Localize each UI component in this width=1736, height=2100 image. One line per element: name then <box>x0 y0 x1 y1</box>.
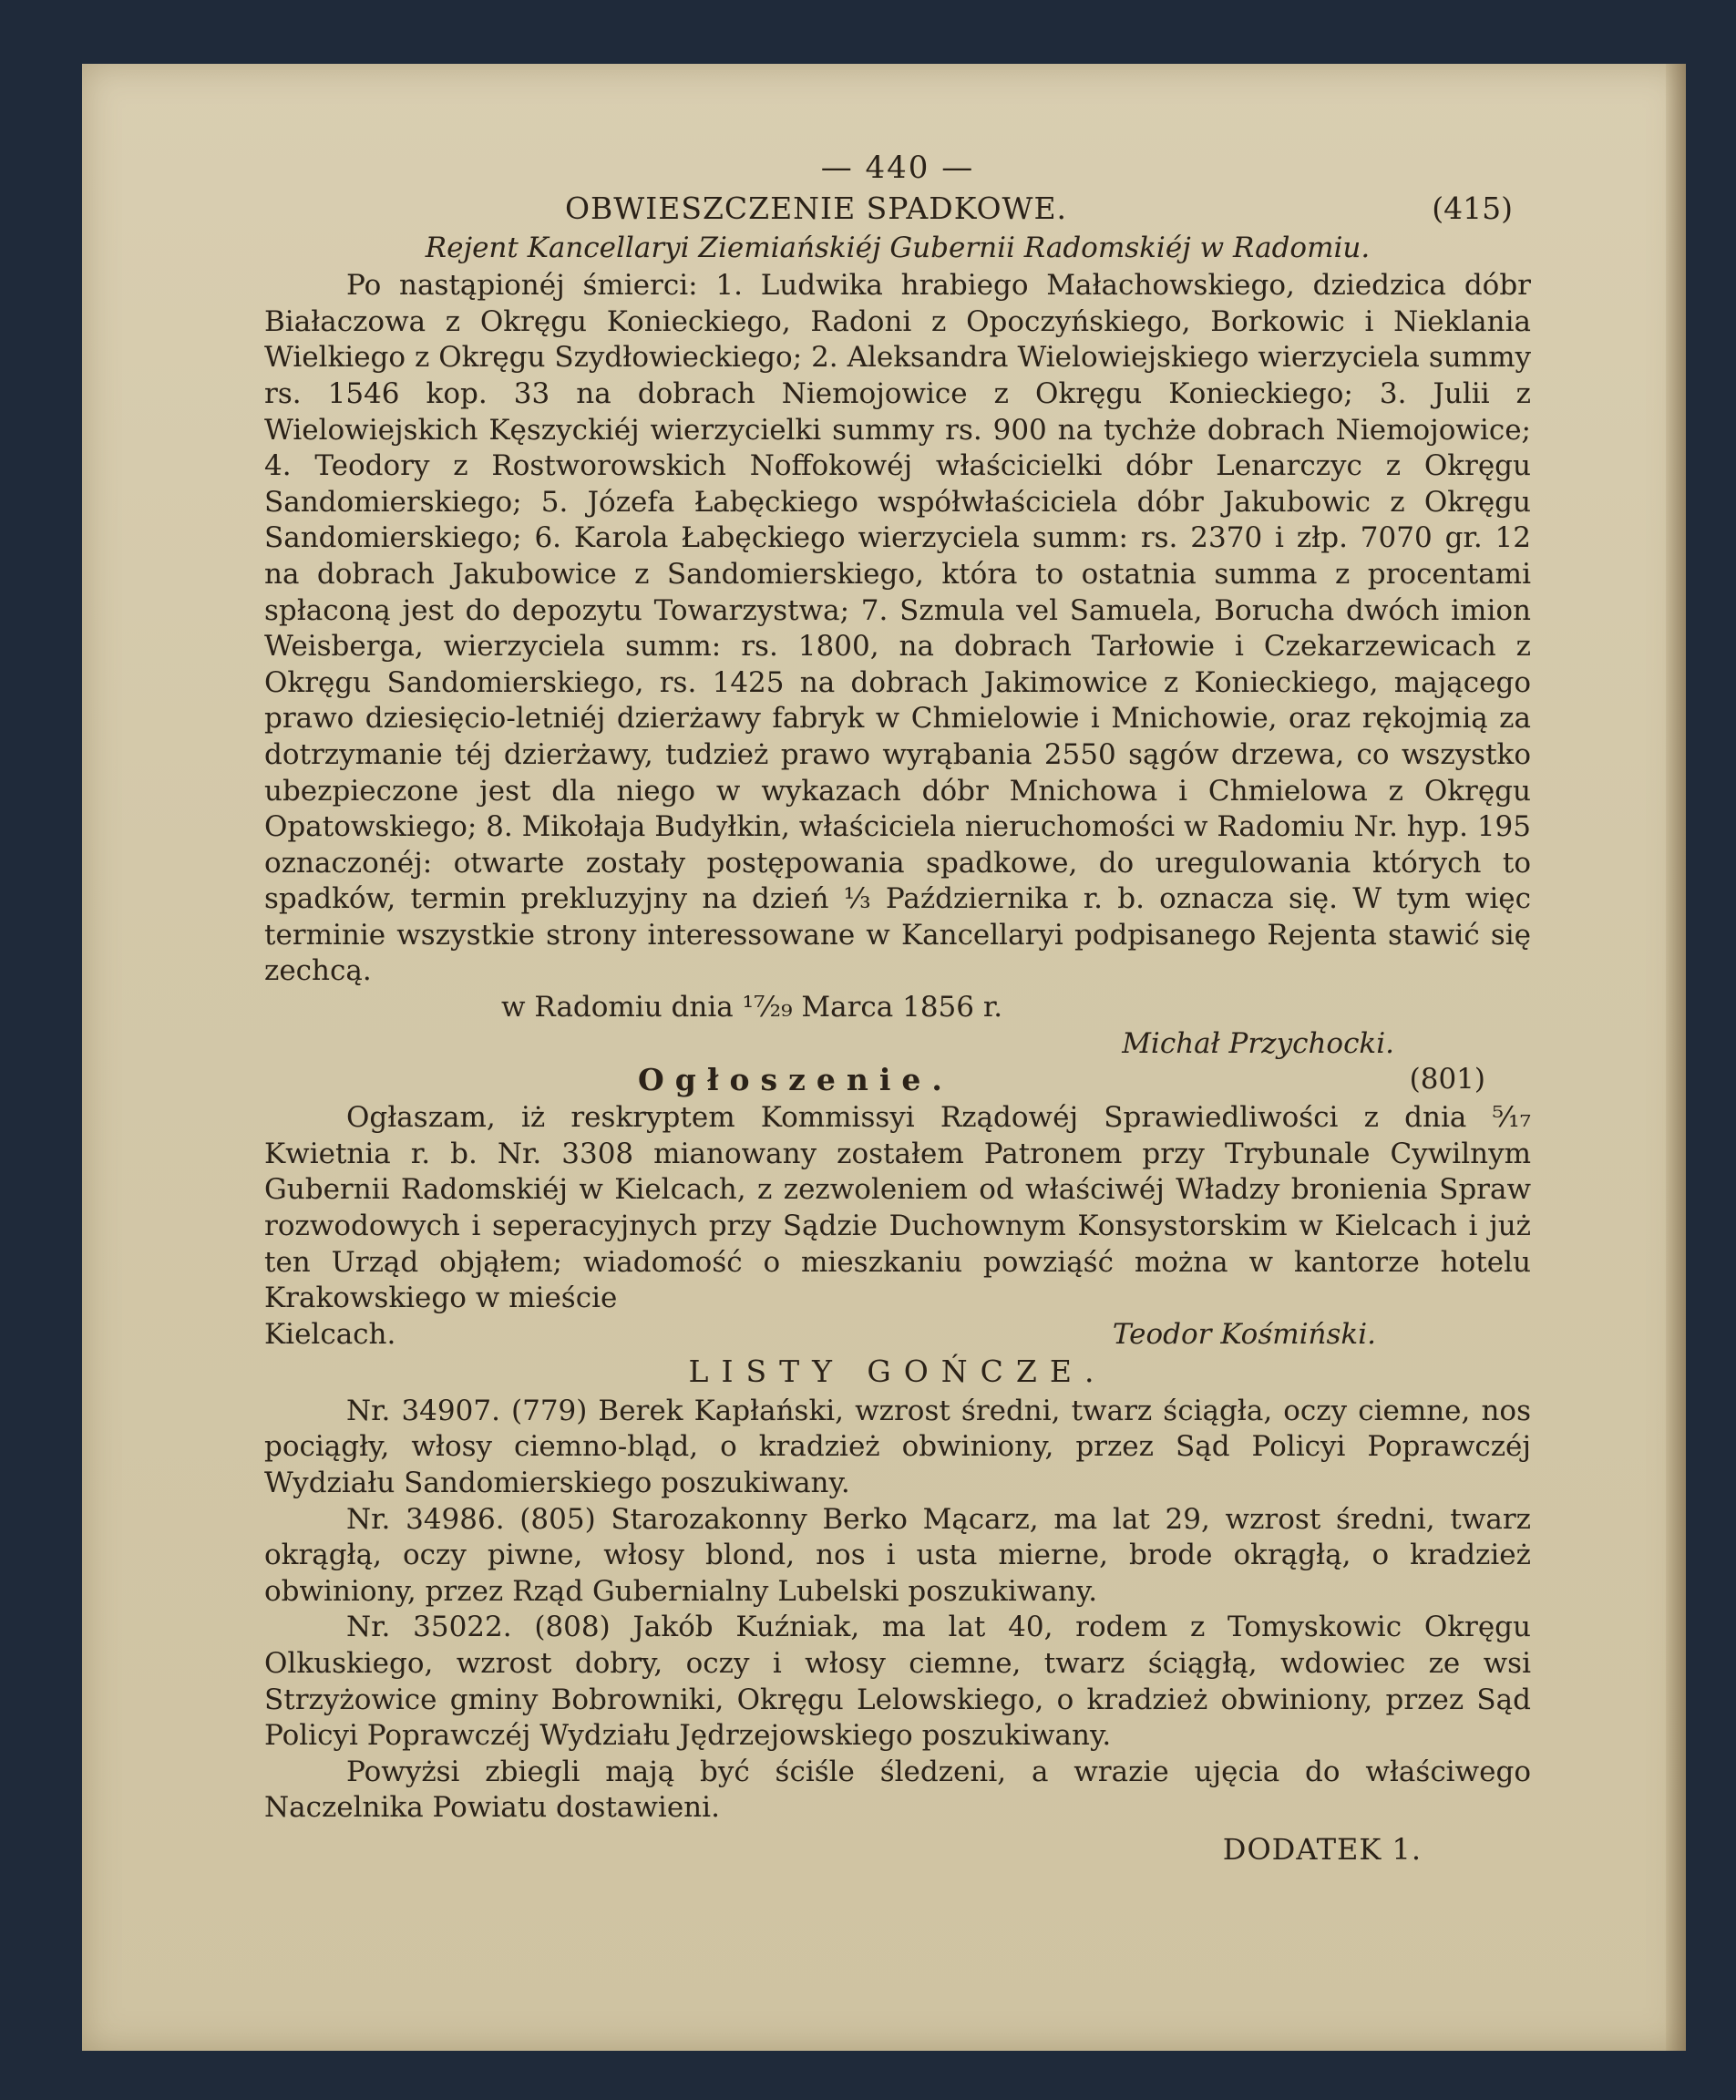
wanted-entry: Nr. 34986. (805) Starozakonny Berko Mącarz, ma lat 29, wzrost średni, twarz okrągłą, oczy piwne, włosy blond, nos i usta mierne, brode okrągłą, o kradzież obwiniony, przez Rząd Gubernialny Lubelski poszukiwany. <box>264 1502 1531 1608</box>
page-number: — 440 — <box>820 149 975 186</box>
announcement-signature: Teodor Kośmiński. <box>1112 1317 1376 1351</box>
announcement-body: Ogłaszam, iż reskryptem Kommissyi Rządowéj Sprawiedliwości z dnia ⁵⁄₁₇ Kwietnia r. b. Nr. 3308 mianowany zostałem Patronem przy Trybunale Cywilnym Gubernii Radomskiéj w Kielcach, z zezwoleniem od właściwéj Władzy bronienia Spraw rozwodowych i seperacyjnych przy Sądzie Duchownym Konsystorskim w Kielcach i już ten Urząd objąłem; wiadomość o mieszkaniu powziąść można w kantorze hotelu Krakowskiego w mieście <box>264 1101 1531 1315</box>
section-heading: OBWIESZCZENIE SPADKOWE. <box>565 190 1068 226</box>
dateline: w Radomiu dnia ¹⁷⁄₂₉ Marca 1856 r. <box>501 991 1003 1024</box>
page-content <box>264 150 1531 1868</box>
wanted-closing: Powyżsi zbiegli mają być ściśle śledzeni, a wrazie ujęcia do właściwego Naczelnika Powiatu dostawieni. <box>264 1755 1531 1825</box>
section-subheading: Rejent Kancellaryi Ziemiańskiéj Gubernii Radomskiéj w Radomiu. <box>425 231 1371 264</box>
wanted-entry: Nr. 35022. (808) Jakób Kuźniak, ma lat 40, rodem z Tomyskowic Okręgu Olkuskiego, wzrost dobry, oczy i włosy ciemne, twarz ściągłą, wdowiec ze wsi Strzyżowice gminy Bobrowniki, Okręgu Lelowskiego, o kradzież obwiniony, przez Sąd Policyi Poprawczéj Wydziału Jędrzejowskiego poszukiwany. <box>264 1611 1531 1753</box>
wanted-entry: Nr. 34907. (779) Berek Kapłański, wzrost średni, twarz ściągła, oczy ciemne, nos pociągły, włosy ciemno-bląd, o kradzież obwiniony, przez Sąd Policyi Poprawczéj Wydziału Sandomierskiego poszukiwany. <box>264 1394 1531 1499</box>
announcement-signature-row <box>264 1317 1531 1354</box>
newspaper-page <box>82 64 1686 2051</box>
announcement-heading: Ogłoszenie. <box>638 1062 953 1098</box>
footer-supplement: DODATEK 1. <box>1222 1831 1422 1867</box>
notice-body: Po nastąpionéj śmierci: 1. Ludwika hrabiego Małachowskiego, dziedzica dóbr Białaczowa z Okręgu Konieckiego, Radoni z Opoczyńskiego, Borkowic i Nieklania Wielkiego z Okręgu Szydłowieckiego; 2. Aleksandra Wielowiejskiego wierzyciela summy rs. 1546 kop. 33 na dobrach Niemojowice z Okręgu Konieckiego; 3. Julii z Wielowiejskich Kęszyckiéj wierzycielki summy rs. 900 na tychże dobrach Niemojowice; 4. Teodory z Rostworowskich Noffokowéj właścicielki dóbr Lenarczyc z Okręgu Sandomierskiego; 5. Józefa Łabęckiego współwłaściciela dóbr Jakubowic z Okręgu Sandomierskiego; 6. Karola Łabęckiego wierzyciela summ: rs. 2370 i złp. 7070 gr. 12 na dobrach Jakubowice z Sandomierskiego, która to ostatnia summa z procentami spłaconą jest do depozytu Towarzystwa; 7. Szmula vel Samuela, Borucha dwóch imion Weisberga, wierzyciela summ: rs. 1800, na dobrach Tarłowie i Czekarzewicach z Okręgu Sandomierskiego, rs. 1425 na dobrach Jakimowice z Konieckiego, mającego prawo dziesięcio-letniéj dzierżawy fabryk w Chmielowie i Mnichowie, oraz rękojmią za dotrzymanie téj dzierżawy, tudzież prawo wyrąbania 2550 sągów drzewa, co wszystko ubezpieczone jest dla niego w wykazach dóbr Mnichowa i Chmielowa z Okręgu Opatowskiego; 8. Mikołaja Budyłkin, właściciela nieruchomości w Radomiu Nr. hyp. 195 oznaczonéj: otwarte zostały postępowania spadkowe, do uregulowania których to spadków, termin prekluzyjny na dzień ⅓ Października r. b. oznacza się. W tym więc terminie wszystkie strony interessowane w Kancellaryi podpisanego Rejenta stawić się zechcą. <box>264 269 1531 988</box>
announcement-heading-row <box>264 1062 1531 1100</box>
announcement-city: Kielcach. <box>264 1317 396 1351</box>
signature: Michał Przychocki. <box>1122 1026 1394 1060</box>
wanted-heading: LISTY GOŃCZE. <box>688 1353 1107 1389</box>
section-number: (415) <box>1432 190 1513 226</box>
section-heading-row <box>264 190 1531 231</box>
announcement-number: (801) <box>1409 1063 1485 1096</box>
